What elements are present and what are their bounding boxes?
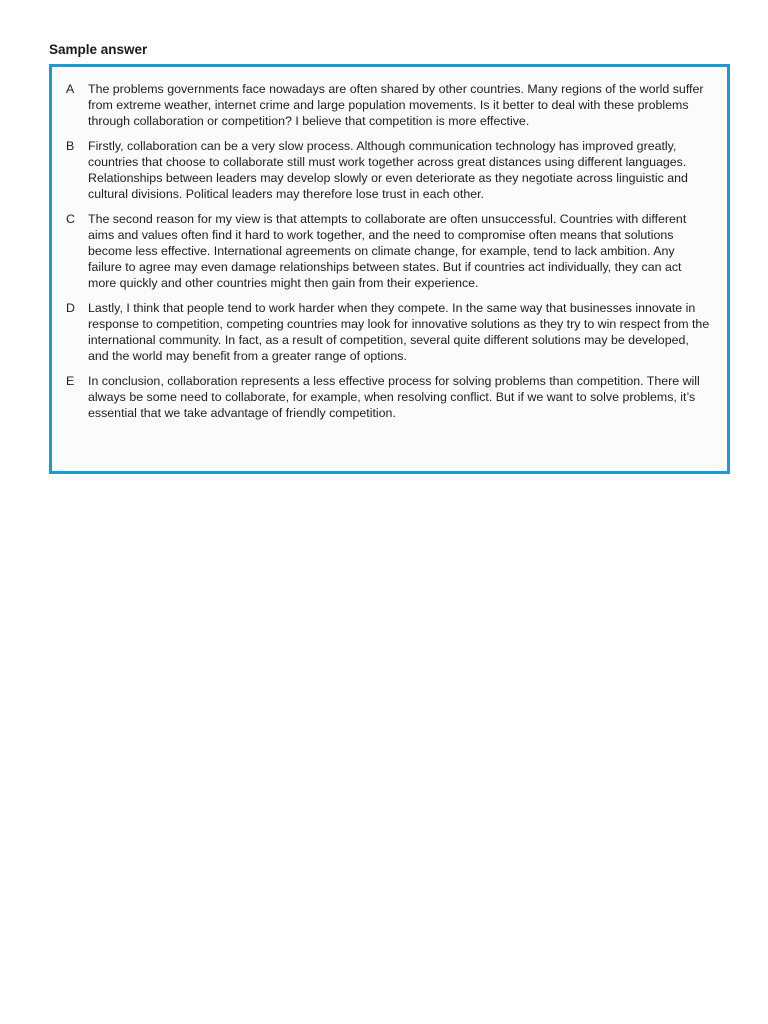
paragraph-a [66, 81, 711, 129]
paragraph-letter: C [66, 212, 75, 226]
section-heading: Sample answer [49, 42, 148, 57]
paragraph-letter: E [66, 374, 75, 388]
paragraph-e [66, 373, 711, 421]
paragraph-b [66, 138, 711, 202]
paragraph-text: The problems governments face nowadays are often shared by other countries. Many regions of the world suffer from extreme weather, internet crime and large population movements. Is it better to deal with these problems through collaboration or competition? I believe that competition is more effective. [88, 82, 704, 128]
sample-answer-box [49, 64, 730, 474]
paragraph-text: Lastly, I think that people tend to work harder when they compete. In the same way that businesses innovate in response to competition, competing countries may look for innovative solutions as they try to win respect from the international community. In fact, as a result of competition, several quite different solutions may be developed, and the world may benefit from a greater range of options. [88, 301, 710, 363]
paragraph-text: In conclusion, collaboration represents a less effective process for solving problems than competition. There will always be some need to collaborate, for example, when resolving conflict. But if we want to solve problems, it’s essential that we take advantage of friendly competition. [88, 374, 700, 420]
paragraph-letter: B [66, 139, 75, 153]
paragraph-text: The second reason for my view is that attempts to collaborate are often unsuccessful. Countries with different aims and values often find it hard to work together, and the need to compromise often means that solutions become less effective. International agreements on climate change, for example, tend to lack ambition. Any failure to agree may even damage relationships between states. But if countries act individually, they can act more quickly and other countries might then gain from their experience. [88, 212, 687, 290]
paragraph-d [66, 300, 711, 364]
paragraph-letter: A [66, 82, 75, 96]
paragraph-letter: D [66, 301, 75, 315]
paragraph-text: Firstly, collaboration can be a very slow process. Although communication technology has improved greatly, countries that choose to collaborate still must work together across great distances using different languages. Relationships between leaders may develop slowly or even deteriorate as they negotiate across linguistic and cultural divisions. Political leaders may therefore lose trust in each other. [88, 139, 688, 201]
paragraph-c [66, 211, 711, 291]
